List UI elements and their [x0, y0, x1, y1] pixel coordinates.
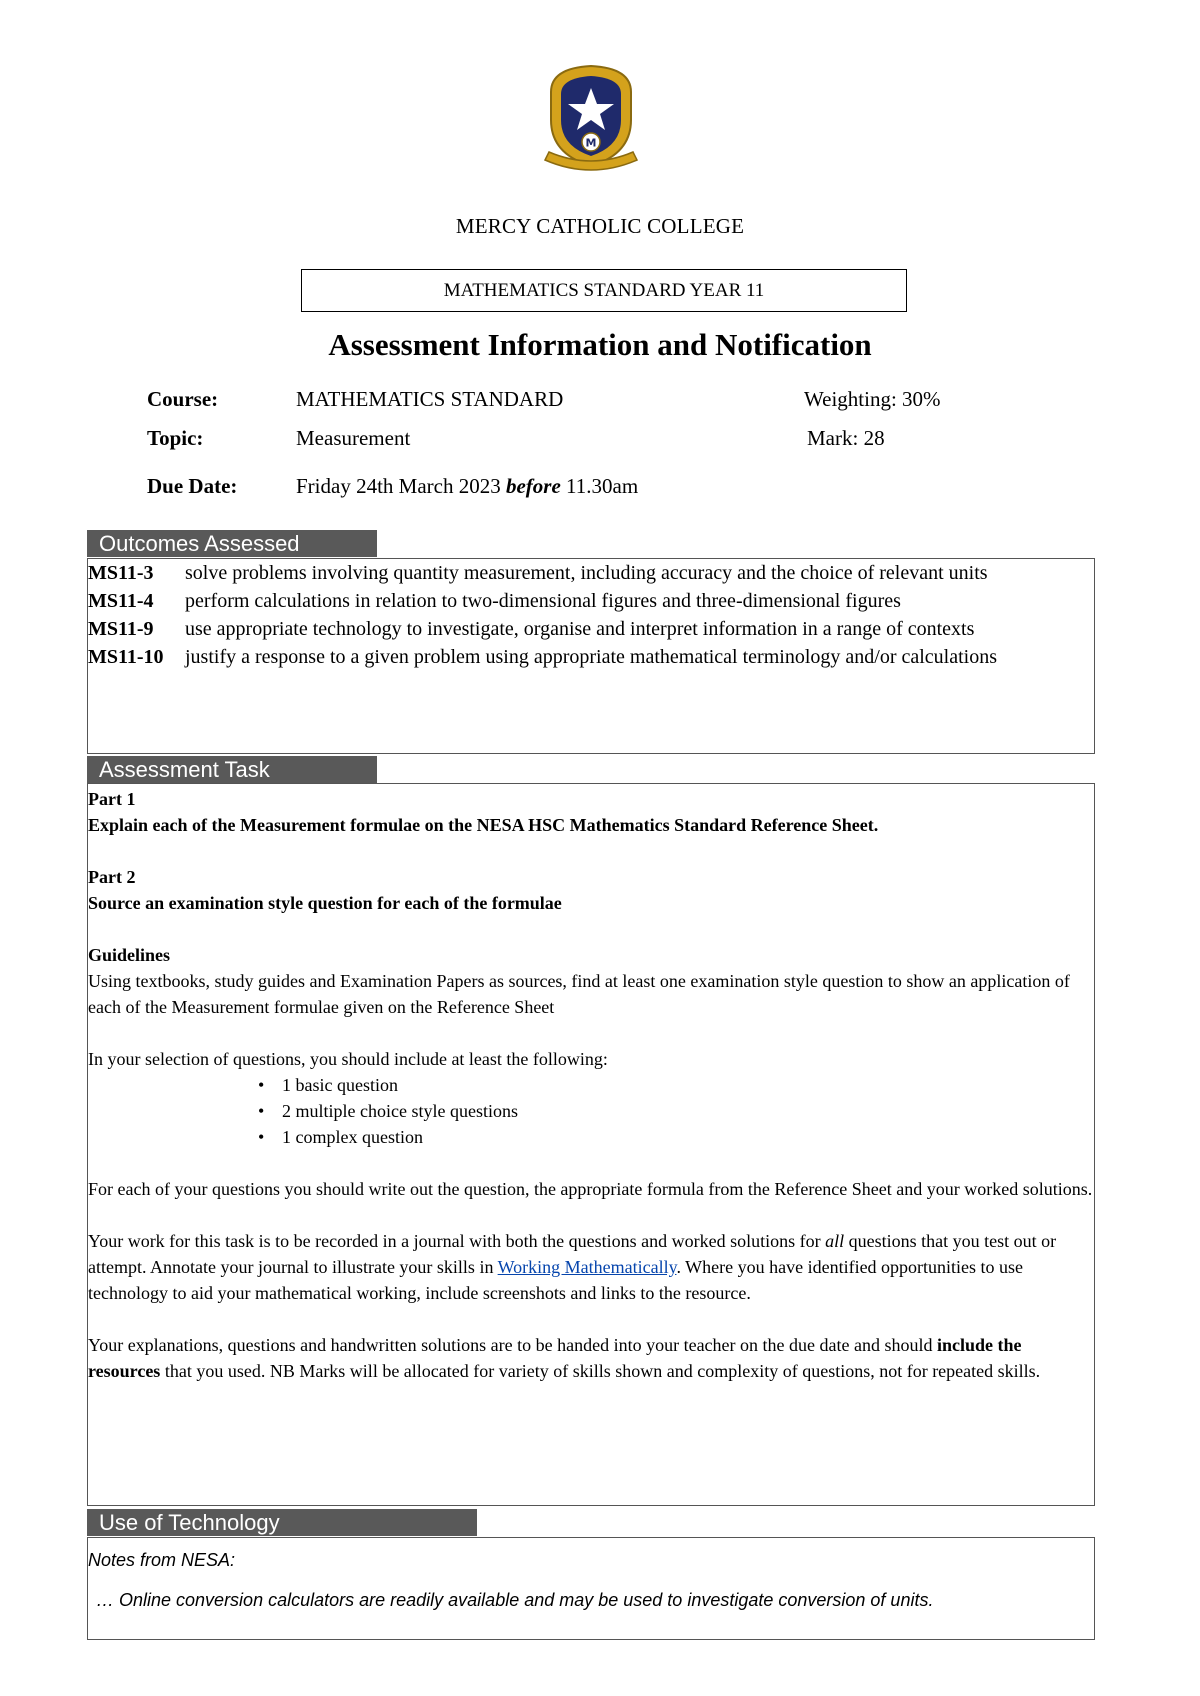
selection-intro: In your selection of questions, you should include at least the following: — [88, 1049, 608, 1069]
part1-text: Explain each of the Measurement formulae on the NESA HSC Mathematics Standard Reference Sheet. — [88, 815, 879, 835]
outcome-item: MS11-3 solve problems involving quantity measurement, including accuracy and the choice of relevant units — [88, 562, 988, 584]
question-list — [88, 1072, 1094, 1150]
nesa-notes-text: … Online conversion calculators are readily available and may be used to investigate conversion of units. — [96, 1590, 934, 1610]
part2-label: Part 2 — [88, 867, 136, 887]
course-value: MATHEMATICS STANDARD — [296, 387, 564, 411]
outcome-item: MS11-9 use appropriate technology to investigate, organise and interpret information in a range of contexts — [88, 618, 975, 640]
assessment-task-heading: Assessment Task — [87, 756, 377, 783]
hand-in-paragraph: Your explanations, questions and handwritten solutions are to be handed into your teacher on the due date and should include the resources that you used. NB Marks will be allocated for variety of skills shown and complexity of questions, not for repeated skills. — [88, 1335, 1041, 1381]
working-mathematically-link[interactable]: Working Mathematically — [497, 1257, 677, 1277]
part2-text: Source an examination style question for each of the formulae — [88, 893, 562, 913]
technology-panel — [87, 1537, 1095, 1640]
due-date-label: Due Date: — [147, 474, 238, 498]
college-name: MERCY CATHOLIC COLLEGE — [455, 214, 745, 238]
subject-title-box — [301, 269, 907, 312]
outcome-item: MS11-4 perform calculations in relation to two-dimensional figures and three-dimensional figures — [88, 590, 901, 612]
outcome-item: MS11-10 justify a response to a given problem using appropriate mathematical terminology and/or calculations — [88, 646, 997, 668]
each-question-text: For each of your questions you should write out the question, the appropriate formula from the Reference Sheet and your worked solutions. — [88, 1179, 1093, 1199]
list-item: • 2 multiple choice style questions — [258, 1098, 1094, 1124]
journal-paragraph: Your work for this task is to be recorded in a journal with both the questions and worked solutions for all questions that you test out or attempt. Annotate your journal to illustrate your skills in Working Mathematically. Where you have identified opportunities to use technology to aid your mathematical working, include screenshots and links to the resource. — [88, 1231, 1057, 1303]
college-crest-logo — [541, 62, 641, 174]
course-label: Course: — [147, 387, 219, 411]
weighting: Weighting: 30% — [804, 387, 941, 411]
guidelines-text: Using textbooks, study guides and Examination Papers as sources, find at least one examination style question to show an application of each of the Measurement formulae given on the Reference Sheet — [88, 971, 1070, 1017]
subject-title: MATHEMATICS STANDARD YEAR 11 — [443, 279, 765, 301]
use-of-technology-heading: Use of Technology — [87, 1509, 477, 1536]
nesa-notes-label: Notes from NESA: — [88, 1550, 236, 1570]
list-item: • 1 basic question — [258, 1072, 1094, 1098]
outcomes-heading: Outcomes Assessed — [87, 530, 377, 557]
due-date-value: Friday 24th March 2023 before 11.30am — [296, 474, 639, 498]
svg-text:M: M — [585, 136, 597, 150]
document-title: Assessment Information and Notification — [328, 327, 872, 362]
topic-value: Measurement — [296, 426, 411, 450]
list-item: • 1 complex question — [258, 1124, 1094, 1150]
topic-label: Topic: — [147, 426, 204, 450]
outcomes-panel — [87, 558, 1095, 754]
guidelines-label: Guidelines — [88, 945, 171, 965]
mark: Mark: 28 — [807, 426, 885, 450]
part1-label: Part 1 — [88, 789, 136, 809]
assessment-task-panel — [87, 783, 1095, 1506]
